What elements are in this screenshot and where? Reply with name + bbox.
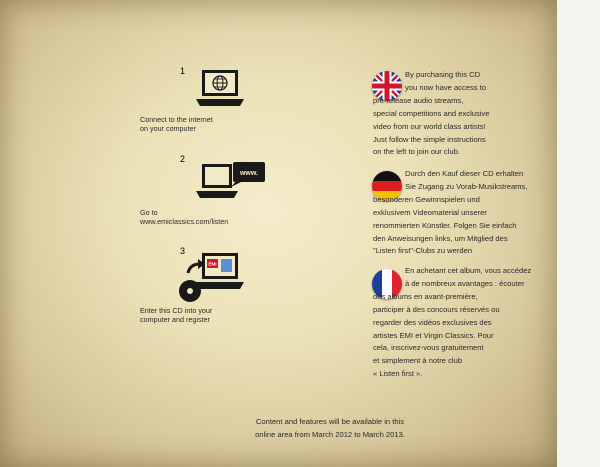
text-line: Content and features will be available in this: [255, 417, 405, 426]
text-line: By purchasing this CD: [405, 70, 481, 79]
text-line: des albums en avant-première,: [373, 291, 478, 301]
step-2-caption: [140, 209, 300, 226]
german-text: [373, 168, 548, 258]
text-line: artistes EMI et Virgin Classics. Pour: [373, 330, 494, 340]
speech-bubble-icon: [231, 162, 265, 187]
text-line: Durch den Kauf dieser CD erhalten: [405, 169, 524, 178]
caption-line: Enter this CD into your: [140, 306, 213, 315]
english-text: [373, 69, 548, 159]
text-line: video from our world class artists!: [373, 121, 486, 131]
caption-line: www.emiclassics.com/listen: [140, 216, 229, 226]
text-line: regarder des vidéos exclusives des: [373, 317, 492, 327]
step-number: 2: [180, 154, 186, 164]
french-text: [373, 265, 548, 381]
text-line: "Listen first"-Clubs zu werden: [373, 246, 473, 256]
step-number: 3: [180, 246, 186, 256]
laptop-icon: [195, 160, 267, 202]
text-line: exklusivem Videomaterial unserer: [373, 207, 487, 217]
text-line: pre-release audio streams,: [373, 95, 464, 105]
booklet-edge: [557, 0, 600, 467]
text-line: cela, inscrivez-vous gratuitement: [373, 343, 484, 353]
text-line: den Anweisungen links, um Mitglied des: [373, 233, 508, 243]
text-line: à de nombreux avantages : écouter: [405, 278, 525, 288]
text-line: special competitions and exclusive: [373, 108, 490, 118]
text-line: En achetant cet album, vous accédez: [405, 266, 532, 275]
step-3-caption: [140, 307, 300, 324]
text-line: Sie Zugang zu Vorab-Musikstreams,: [405, 181, 528, 191]
text-line: « Listen first ».: [373, 369, 423, 379]
step-1-caption: [140, 116, 300, 133]
step-number: 1: [180, 66, 186, 76]
laptop-with-cd-icon: [178, 251, 248, 303]
cd-icon: [179, 280, 201, 302]
caption-line: computer and register: [140, 314, 210, 324]
availability-note: [230, 415, 430, 441]
text-line: on the left to join our club.: [373, 147, 460, 157]
text-line: besonderen Gewinnspielen und: [373, 194, 480, 204]
caption-line: Connect to the internet: [140, 115, 213, 124]
text-line: online area from March 2012 to March 2013.: [255, 430, 405, 439]
text-line: renommierten Künstler. Folgen Sie einfach: [373, 220, 517, 230]
screen-label: EMI: [208, 261, 217, 267]
text-line: Just follow the simple instructions: [373, 134, 486, 144]
laptop-icon: [195, 68, 245, 110]
text-line: et simplement à notre club: [373, 356, 463, 366]
bubble-text: www.: [239, 170, 259, 177]
caption-line: on your computer: [140, 123, 196, 133]
text-line: participer à des concours réservés ou: [373, 304, 500, 314]
caption-line: Go to: [140, 208, 158, 217]
text-line: you now have access to: [405, 82, 487, 92]
